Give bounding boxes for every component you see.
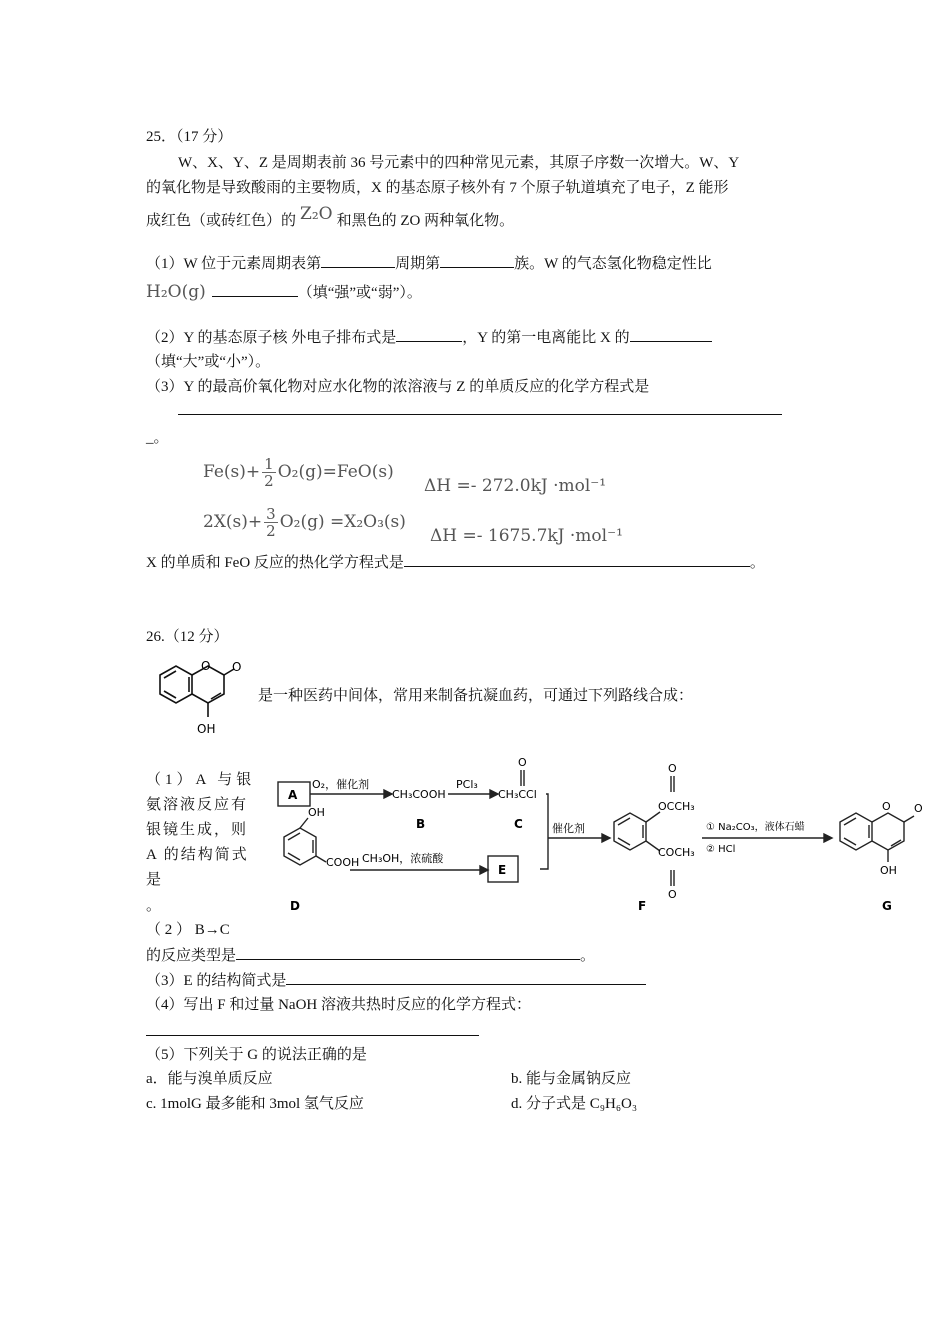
answer-blank-config[interactable] [396, 327, 462, 342]
q26-part2-b: 的反应类型是 。 [146, 945, 595, 966]
q26-part1-line1: （1）A 与银 [146, 772, 256, 788]
q25-part1-cont: H₂O(g) （填“强”或“弱”）。 [146, 282, 422, 302]
q25-part2-cont: （填“大”或“小”）。 [146, 354, 271, 370]
q26-part1-line3: 银镜生成，则 [146, 822, 249, 838]
d-oh: OH [308, 806, 325, 819]
option-a[interactable]: a．能与溴单质反应 [146, 1071, 273, 1087]
q25-part3-end: _。 [146, 430, 169, 446]
answer-blank-stability[interactable] [212, 282, 298, 297]
thermo-dh2: ΔH =- 1675.7kJ ·mol⁻¹ [430, 526, 623, 546]
thermo-dh1: ΔH =- 272.0kJ ·mol⁻¹ [424, 476, 607, 496]
answer-blank-e-structure[interactable] [286, 970, 646, 985]
arrow4-label2: ② HCl [706, 844, 736, 855]
f-top-o: O [668, 762, 677, 775]
g-label: G [882, 899, 892, 913]
answer-line-equation[interactable] [178, 414, 782, 415]
coumarin-structure [148, 655, 248, 739]
thermo-eq2: 2X(s)+ $\frac{3}{2}$ O₂(g) =X₂O₃(s) [203, 505, 406, 540]
f-label: F [638, 899, 647, 913]
c-carbonyl-o: O [518, 756, 527, 769]
thermo-eq1: Fe(s)+ $\frac{1}{2}$ O₂(g)=FeO(s) [203, 455, 394, 490]
arrow4-label1: ① Na₂CO₃，液体石蜡 [706, 822, 805, 833]
answer-blank-reaction-type[interactable] [236, 945, 580, 960]
d-cooh: COOH [326, 856, 360, 869]
c-formula: CH₃CCl [498, 788, 537, 801]
option-b[interactable]: b. 能与金属钠反应 [511, 1071, 632, 1087]
q26-part5: （5）下列关于 G 的说法正确的是 [146, 1047, 367, 1063]
q26-part1-line5: 是 [146, 872, 162, 888]
b-label: B [416, 817, 426, 831]
answer-blank-thermo[interactable] [404, 552, 750, 567]
q26-part1-line4: A 的结构简式 [146, 847, 249, 863]
arrow1-label: O₂，催化剂 [312, 778, 370, 791]
q25-intro-line1: W、X、Y、Z 是周期表前 36 号元素中的四种常见元素，其原子序数一次增大。W、Y [178, 155, 740, 171]
g-carbonyl-o: O [914, 802, 923, 815]
f-side-group: COCH₃ [658, 846, 695, 859]
q26-part1-line2: 氨溶液反应有 [146, 797, 249, 813]
catalyst-label: 催化剂 [552, 822, 585, 835]
g-ring-o: O [882, 800, 891, 813]
hydroxyl-label: OH [197, 722, 216, 736]
option-d[interactable]: d. 分子式是 C₉H₆O₃ [511, 1096, 638, 1112]
q25-part1: （1）W 位于元素周期表第 周期第 族。W 的气态氢化物稳定性比 [146, 253, 712, 274]
q25-header: 25．（17 分） [146, 129, 233, 145]
box-e-label: E [498, 863, 507, 877]
ring-oxygen: O [201, 659, 211, 673]
answer-line-naoh[interactable] [146, 1035, 479, 1036]
q25-intro-line2: 的氧化物是导致酸雨的主要物质，X 的基态原子核外有 7 个原子轨道填充了电子，Z 能形 [146, 180, 729, 196]
q25-part4: X 的单质和 FeO 反应的热化学方程式是 。 [146, 552, 765, 573]
q26-part2-a: （ 2 ） B→C [146, 922, 230, 938]
q26-intro: 是一种医药中间体，常用来制备抗凝血药，可通过下列路线合成： [258, 688, 694, 704]
b-formula: CH₃COOH [392, 788, 446, 801]
q26-part4: （4）写出 F 和过量 NaOH 溶液共热时反应的化学方程式： [146, 997, 531, 1013]
answer-blank-group[interactable] [440, 253, 514, 268]
h2o-formula: H₂O(g) [146, 282, 206, 302]
f-top-group: OCCH₃ [658, 800, 695, 813]
q26-part3: （3）E 的结构简式是 [146, 970, 646, 991]
arrow2-label: PCl₃ [456, 778, 478, 791]
z2o-formula: Z₂O [300, 204, 333, 224]
g-oh: OH [880, 864, 897, 877]
f-side-o: O [668, 888, 677, 901]
q26-header: 26.（12 分） [146, 629, 229, 645]
answer-blank-ionization[interactable] [630, 327, 712, 342]
q25-part3: （3）Y 的最高价氧化物对应水化物的浓溶液与 Z 的单质反应的化学方程式是 [146, 379, 650, 395]
carbonyl-oxygen: O [232, 660, 242, 674]
answer-blank-period[interactable] [321, 253, 395, 268]
option-c[interactable]: c. 1molG 最多能和 3mol 氢气反应 [146, 1096, 364, 1112]
q26-part1-line6: 。 [146, 898, 162, 914]
synthesis-scheme [268, 752, 938, 922]
q25-intro-line3: 成红色（或砖红色）的 Z₂O 和黑色的 ZO 两种氧化物。 [146, 204, 515, 229]
arrow3-label: CH₃OH，浓硫酸 [362, 852, 444, 865]
d-label: D [290, 899, 300, 913]
q25-part2: （2）Y 的基态原子核 外电子排布式是 ，Y 的第一电离能比 X 的 [146, 327, 712, 348]
box-a-label: A [288, 788, 298, 802]
c-label: C [514, 817, 523, 831]
